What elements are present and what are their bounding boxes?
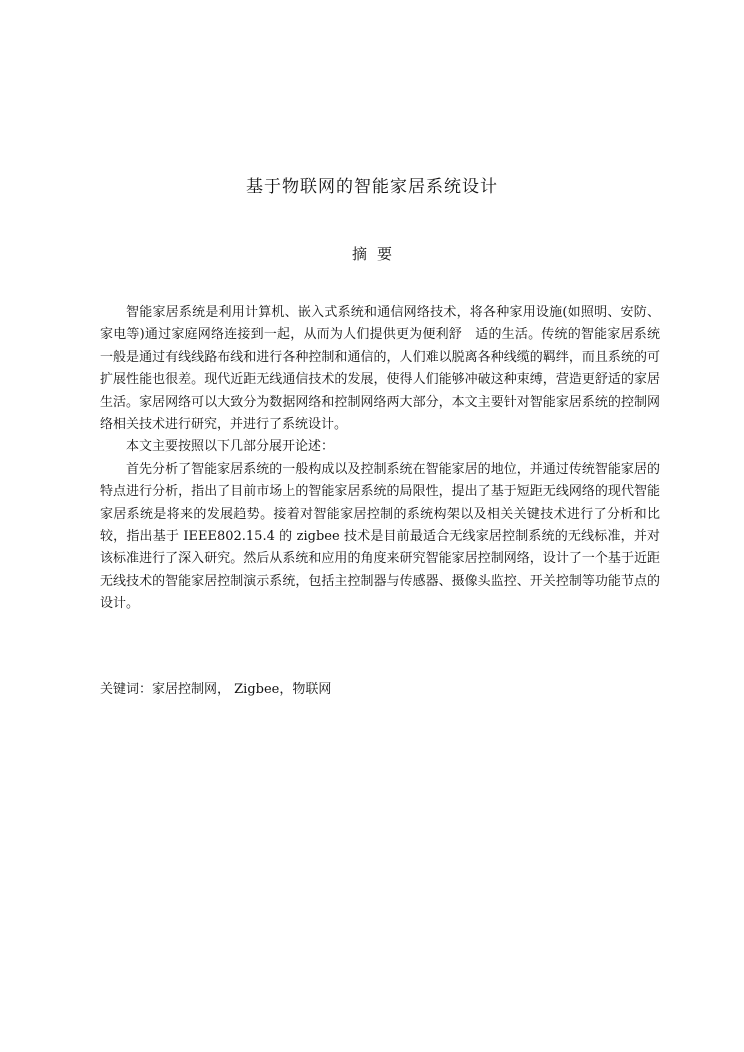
abstract-paragraph-1: 智能家居系统是利用计算机、嵌入式系统和通信网络技术，将各种家用设施(如照明、安防、家电等)通过家庭网络连接到一起，从而为人们提供更为便利舒 适的生活。传统的智能家居系统一般是通过有线线路布线和进行各种控制和通信的，人们难以脱离各种线缆的羁绊，而且系统的可扩展性能也很差。现代近距无线通信技术的发展，使得人们能够冲破这种束缚，营造更舒适的家居生活。家居网络可以大致分为数据网络和控制网络两大部分，本文主要针对智能家居系统的控制网络相关技术进行研究，并进行了系统设计。 [100, 305, 660, 433]
document-title: 基于物联网的智能家居系统设计 [246, 177, 498, 197]
abstract-heading: 摘要 [351, 245, 402, 263]
abstract-body [100, 302, 660, 616]
abstract-paragraph-2: 本文主要按照以下几部分展开论述： [126, 439, 335, 455]
keywords-line: 关键词：家居控制网， Zigbee，物联网 [100, 682, 332, 697]
abstract-paragraph-3: 首先分析了智能家居系统的一般构成以及控制系统在智能家居的地位，并通过传统智能家居的特点进行分析，指出了目前市场上的智能家居系统的局限性，提出了基于短距无线网络的现代智能家居系统是将来的发展趋势。接着对智能家居控制的系统构架以及相关关键技术进行了分析和比较，指出基于 IEEE802.15.4 的 zigbee 技术是目前最适合无线家居控制系统的无线标准，并对该标准进行了深入研究。然后从系统和应用的角度来研究智能家居控制网络，设计了一个基于近距无线技术的智能家居控制演示系统，包括主控制器与传感器、摄像头监控、开关控制等功能节点的设计。 [100, 461, 660, 612]
